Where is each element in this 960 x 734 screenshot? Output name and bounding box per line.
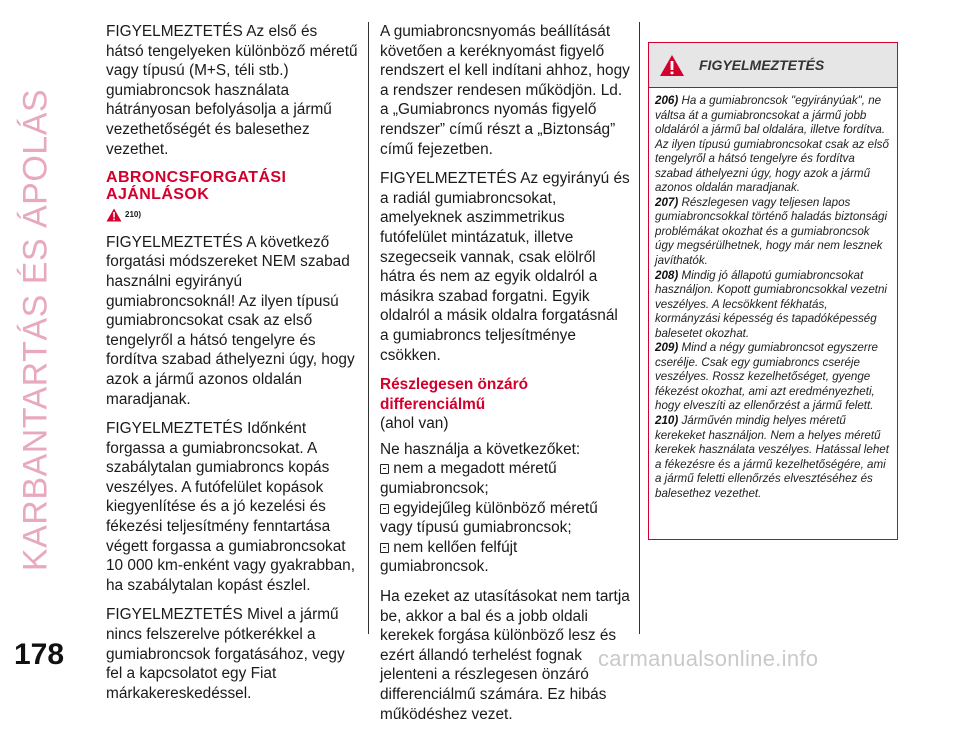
reference-number: 210) <box>125 210 142 220</box>
warning-text: Járművén mindig helyes méretű kerekeket használjon. Nem a helyes méretű kerekek használata veszélyes. Hatással lehet a fékezésre és a jármű kezelhetőségére, ami a jármű feletti ellenőrzés elvesztéséhez és balesethez vezethet. <box>655 414 889 500</box>
column-divider <box>639 22 640 634</box>
list-intro: Ne használja a következőket: <box>380 440 581 458</box>
column-divider <box>368 22 369 634</box>
list-item-text: nem kellően felfújt gumiabroncsok. <box>380 538 518 576</box>
warning-reference[interactable] <box>106 205 358 225</box>
paragraph: FIGYELMEZTETÉS Mivel a jármű nincs felszerelve pótkerékkel a gumiabroncsok forgatásához, vegy fel a kapcsolatot egy Fiat márkakereskedéssel. <box>106 606 345 702</box>
list-item <box>380 499 630 538</box>
warning-box-title: FIGYELMEZTETÉS <box>699 57 825 73</box>
bullet-icon <box>380 504 389 514</box>
warning-item <box>655 414 891 501</box>
watermark: carmanualsonline.info <box>598 646 819 671</box>
list-item-text: egyidejűleg különböző méretű vagy típusú gumiabroncsok; <box>380 499 598 537</box>
paragraph: Ha ezeket az utasításokat nem tartja be, akkor a bal és a jobb oldali kerekek forgása különböző lesz és ezért állandó terhelést fognak jelenteni a részlegesen önzáró differenciálmű számára. Ez hibás működéshez vezet. <box>380 588 630 723</box>
warning-text: Részlegesen vagy teljesen lapos gumiabroncsokkal történő haladás biztonsági problémákat okozhat és a gumiabroncsok úgy megsérülhetnek, hogy már nem lesznek javíthatók. <box>655 195 888 268</box>
subsection-note: (ahol van) <box>380 415 449 433</box>
section-side-title: KARBANTARTÁS ÉS ÁPOLÁS <box>16 88 55 572</box>
warning-item <box>655 196 891 269</box>
warning-number: 206) <box>655 94 679 107</box>
paragraph: FIGYELMEZTETÉS A következő forgatási módszereket NEM szabad használni egyirányú gumiabroncsoknál! Az ilyen típusú gumiabroncsokat csak az első tengelyről a hátsó tengelyre és fordítva szabad áthelyezni úgy, hogy azok a jármű azonos oldalán maradjanak. <box>106 233 355 408</box>
warning-box <box>648 42 898 540</box>
bullet-icon <box>380 464 389 474</box>
list-item-text: nem a megadott méretű gumiabroncsok; <box>380 460 557 498</box>
page-number: 178 <box>14 638 65 671</box>
warning-number: 210) <box>655 414 679 428</box>
list-item <box>380 459 630 498</box>
paragraph: FIGYELMEZTETÉS Az első és hátsó tengelyeken különböző méretű vagy típusú (M+S, téli stb.) gumiabroncsok használata hátrányosan befolyásolja a jármű vezethetőségét és balesethez vezethet. <box>106 23 358 158</box>
paragraph: A gumiabroncsnyomás beállítását követően a keréknyomást figyelő rendszert el kell indítani ahhoz, hogy a rendszer rendesen működjön. Ld. a „Gumiabroncs nyomás figyelő rendszer” című részt a „Biztonság” című fejezetben. <box>380 23 630 158</box>
warning-number: 209) <box>655 341 679 355</box>
warning-number: 207) <box>655 195 679 209</box>
paragraph: FIGYELMEZTETÉS Időnként forgassa a gumiabroncsokat. A szabálytalan gumiabroncs kopás veszélyes. A futófelület kopások kiegyenlítése és a jó kezelési és fékezési teljesítmény fenntartása végett forgassa a gumiabroncsokat 10 000 km-enként vagy gyakrabban, ha szabálytalan kopást észlel. <box>106 420 355 594</box>
warning-item <box>655 94 891 196</box>
bullet-list <box>380 459 630 577</box>
warning-text: Ha a gumiabroncsok "egyirányúak", ne váltsa át a gumiabroncsokat a jármű jobb oldaláról a jármű bal oldalára, illetve fordítva. Az ilyen típusú gumiabroncsokat csak az első tengelyről a hátsó tengelyre és fordítva szabad áthelyezni úgy, hogy azok a jármű azonos oldalán maradjanak. <box>655 94 889 195</box>
warning-box-header <box>649 43 897 88</box>
warning-item <box>655 341 891 414</box>
column-2 <box>380 22 630 734</box>
warning-item <box>655 269 891 342</box>
warning-text: Mindig jó állapotú gumiabroncsokat használjon. Kopott gumiabroncsokkal vezetni veszélyes. A lecsökkent fékhatás, kormányzási képesség és tapadóképesség balesetet okozhat. <box>655 268 888 340</box>
section-heading: ABRONCSFORGATÁSI AJÁNLÁSOK <box>106 169 287 204</box>
bullet-icon <box>380 543 389 553</box>
warning-triangle-icon <box>106 208 122 222</box>
warning-triangle-icon <box>659 54 685 77</box>
warning-number: 208) <box>655 268 679 282</box>
paragraph: FIGYELMEZTETÉS Az egyirányú és a radiál gumiabroncsokat, amelyeknek aszimmetrikus futófelület mintázatuk, illetve szegecseik vannak, csak elölről hátra és nem az egyik oldalról a másikra szabad forgatni. Egyik oldalról a másik oldalra forgatásnál a gumiabroncs teljesítménye csökken. <box>380 170 630 364</box>
column-1 <box>106 22 358 713</box>
subsection-heading: Részlegesen önzáró differenciálmű <box>380 376 528 413</box>
warning-box-body <box>649 88 897 501</box>
warning-text: Mind a négy gumiabroncsot egyszerre cserélje. Csak egy gumiabroncs cseréje veszélyes. Rossz kezelhetőséget, gyenge fékezést okozhat, ami azt eredményezheti, hogy elveszíti az ellenőrzést a jármű felett. <box>655 341 879 413</box>
list-item <box>380 538 630 577</box>
